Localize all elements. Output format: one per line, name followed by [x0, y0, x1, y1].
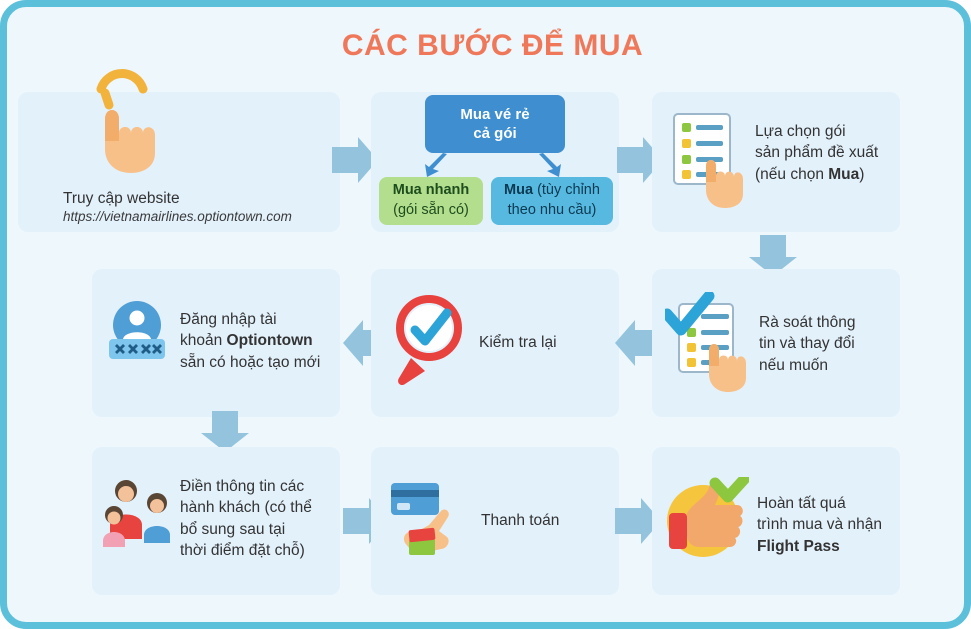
step-9-label: Hoàn tất quá trình mua và nhận Flight Pass	[757, 495, 882, 555]
passengers-group-icon	[102, 477, 182, 549]
thumbs-up-check-icon	[663, 477, 749, 559]
step-6-label: Đăng nhập tài khoản Optiontown sẵn có hoặc tạo mới	[180, 311, 321, 371]
step-3-label: Lựa chọn gói sản phẩm đề xuất (nếu chọn Mua)	[755, 123, 879, 183]
magnifier-check-icon	[391, 292, 481, 387]
step-5-label: Kiểm tra lại	[479, 334, 557, 351]
step-8-label: Thanh toán	[481, 512, 560, 529]
step-1-label: Truy cập website	[63, 190, 180, 207]
step-2-header-box: Mua vé rẻ cả gói	[425, 95, 565, 153]
step-2-option-quick[interactable]: Mua nhanh (gói sẵn có)	[379, 177, 483, 225]
step-2-option-custom[interactable]: Mua (tùy chỉnh theo nhu cầu)	[491, 177, 613, 225]
credit-card-payment-icon	[389, 477, 461, 557]
page-title: CÁC BƯỚC ĐỂ MUA	[341, 29, 644, 62]
checklist-hand-icon	[668, 110, 750, 210]
user-login-password-icon	[106, 299, 168, 369]
branch-arrow-right	[535, 153, 575, 179]
step-4-label: Rà soát thông tin và thay đổi nếu muốn	[759, 314, 856, 374]
pointing-hand-click-icon	[75, 67, 185, 177]
branch-arrow-left	[411, 153, 451, 179]
step-1-url: https://vietnamairlines.optiontown.com	[63, 209, 292, 224]
checklist-review-hand-icon	[665, 292, 755, 392]
step-7-label: Điền thông tin các hành khách (có thể bổ sung sau tại thời điểm đặt chỗ)	[180, 478, 312, 560]
